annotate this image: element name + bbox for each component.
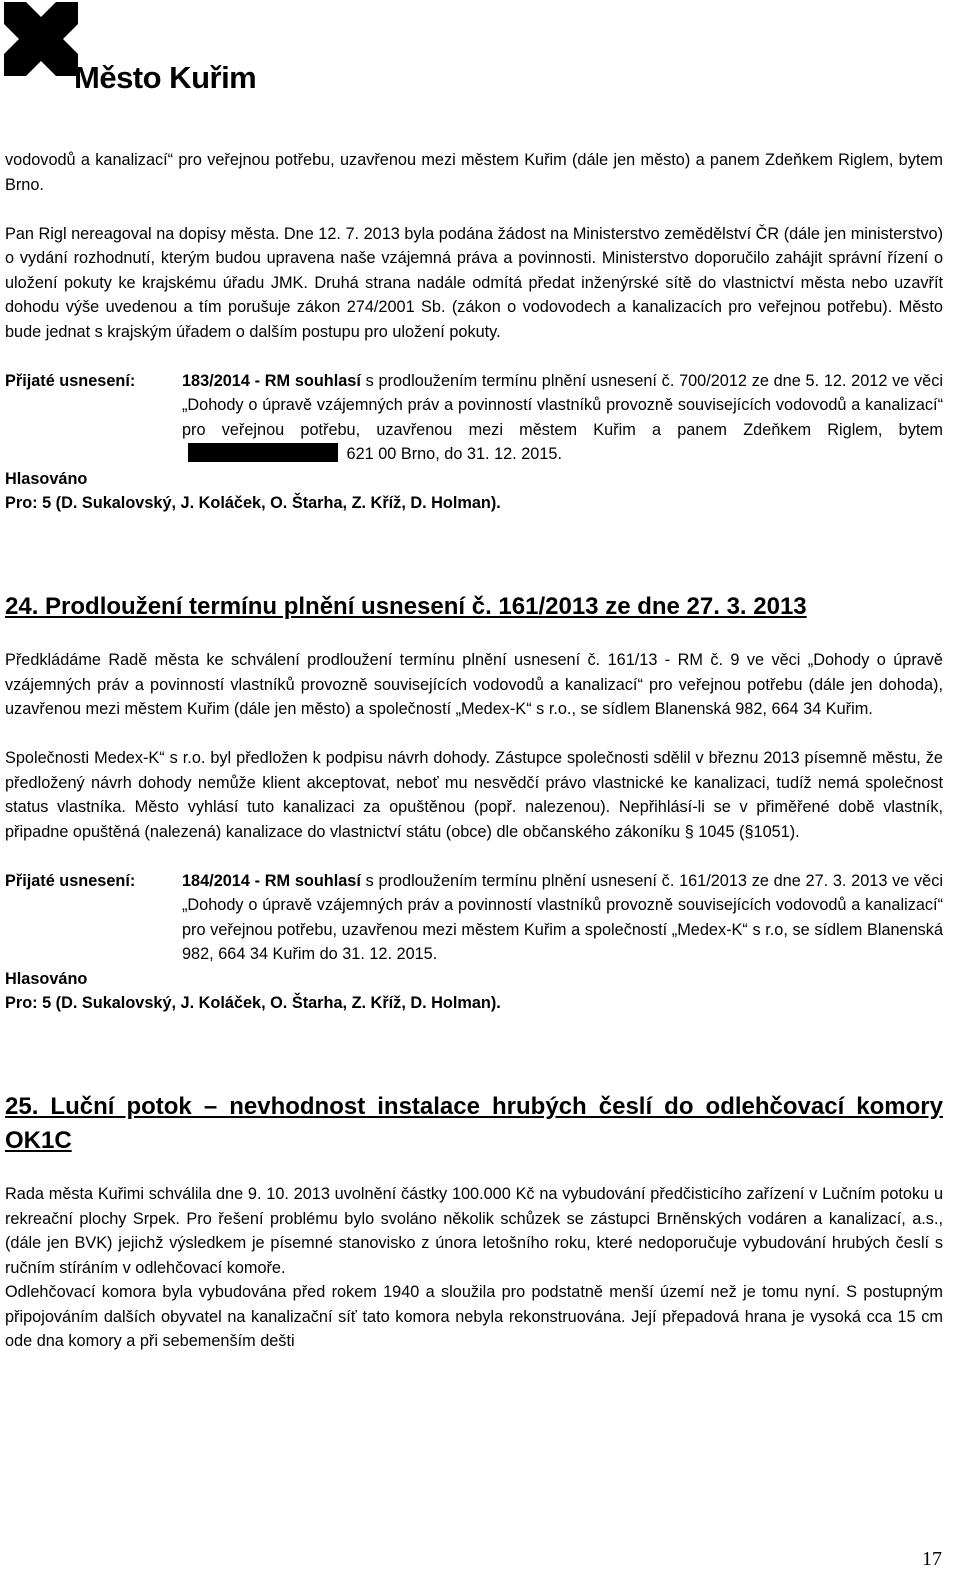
paragraph-odlehcovaci-komora: Odlehčovací komora byla vybudována před rokem 1940 a sloužila pro podstatně menší území než je tomu nyní. S postupným připojováním dalších obyvatel na kanalizační síť tato komora nebyla rekonstruována. Její přepadová hrana je vysoká cca 15 cm ode dna komory a při sebemenším dešti — [5, 1283, 943, 1350]
vote-label: Hlasováno — [5, 469, 88, 488]
logo-text: Město Kuřim — [74, 60, 257, 95]
resolution-number: 184/2014 - RM souhlasí — [182, 871, 361, 890]
paragraph-medex-status: Společnosti Medex-K“ s r.o. byl předložen k podpisu návrh dohody. Zástupce společnosti sdělil v březnu 2013 písemně městu, že předložený návrh dohody nemůže klient akceptovat, neboť mu nesvědčí právo vlastnické ke kanalizaci, tudíž nemá společnost status vlastníka. Město vyhlásí tuto kanalizaci za opuštěnou (popř. nalezenou). Nepřihlásí-li se v přiměřené době vlastník, připadne opuštěná (nalezená) kanalizace do vlastnictví státu (obce) dle občanského zákoníku § 1045 (§1051). — [5, 749, 943, 841]
vote-result: Pro: 5 (D. Sukalovský, J. Koláček, O. Štarha, Z. Kříž, D. Holman). — [5, 994, 501, 1012]
section-heading-25: 25. Luční potok – nevhodnost instalace hrubých česlí do odlehčovací komory OK1C — [5, 1092, 943, 1154]
resolution-number: 183/2014 - RM souhlasí — [182, 371, 361, 390]
resolution-184 — [5, 869, 943, 967]
paragraph-rigl-status: Pan Rigl nereagoval na dopisy města. Dne 12. 7. 2013 byla podána žádost na Ministerstvo zemědělství ČR (dále jen ministerstvo) o vydání rozhodnutí, kterým budou upravena naše vzájemná práva a povinnosti. Ministerstvo doporučilo zahájit správní řízení o uložení pokuty ke krajskému úřadu JMK. Druhá strana nadále odmítá předat inženýrské sítě do vlastnictví města nebo uzavřít dohodu výše uvedenou a tím porušuje zákon 274/2001 Sb. (zákon o vodovodech a kanalizacích pro veřejnou potřebu). Město bude jednat s krajským úřadem o dalším postupu pro uložení pokuty. — [5, 224, 943, 341]
vote-label: Hlasováno — [5, 969, 88, 988]
resolution-text: 184/2014 - RM souhlasí s prodloužením termínu plnění usnesení č. 161/2013 ze dne 27. 3. 2013 ve věci „Dohody o úpravě vzájemných práv a povinností vlastníků provozně souvisejících vodovodů a kanalizací“ pro veřejnou potřebu, uzavřenou mezi městem Kuřim a společností „Medex-K“ s r.o, se sídlem Blanenská 982, 664 34 Kuřim do 31. 12. 2015. — [182, 871, 943, 963]
resolution-label: Přijaté usnesení: — [5, 371, 136, 390]
paragraph-medex-intro: Předkládáme Radě města ke schválení prodloužení termínu plnění usnesení č. 161/13 - RM č. 9 ve věci „Dohody o úpravě vzájemných práv a povinností vlastníků provozně souvisejících vodovodů a kanalizací“ pro veřejnou potřebu (dále jen dohoda), uzavřenou mezi městem Kuřim (dále jen město) a společností „Medex-K“ s r.o., se sídlem Blanenská 982, 664 34 Kuřim. — [5, 651, 943, 718]
resolution-183 — [5, 369, 943, 467]
section-heading-24: 24. Prodloužení termínu plnění usnesení č. 161/2013 ze dne 27. 3. 2013 — [5, 592, 807, 620]
paragraph-continuation: vodovodů a kanalizací“ pro veřejnou potřebu, uzavřenou mezi městem Kuřim (dále jen město) a panem Zdeňkem Riglem, bytem Brno. — [5, 151, 943, 194]
city-logo — [4, 2, 257, 95]
vote-result: Pro: 5 (D. Sukalovský, J. Koláček, O. Štarha, Z. Kříž, D. Holman). — [5, 494, 501, 512]
logo-mark-icon — [4, 2, 78, 76]
document-body — [5, 148, 943, 1354]
redacted-address — [188, 443, 338, 462]
paragraph-lucni-potok: Rada města Kuřimi schválila dne 9. 10. 2013 uvolnění částky 100.000 Kč na vybudování předčisticího zařízení v Lučním potoku u rekreační plochy Srpek. Pro řešení problému bylo svoláno několik schůzek se zástupci Brněnských vodáren a kanalizací, a.s., (dále jen BVK) jejichž výsledkem je písemné stanovisko z února letošního roku, které nedoporučuje vybudování hrubých česlí s ručním stíráním v odlehčovací komoře. — [5, 1185, 943, 1277]
resolution-text: 183/2014 - RM souhlasí s prodloužením termínu plnění usnesení č. 700/2012 ze dne 5. 12. 2012 ve věci „Dohody o úpravě vzájemných práv a povinností vlastníků provozně souvisejících vodovodů a kanalizací“ pro veřejnou potřebu, uzavřenou mezi městem Kuřim a panem Zdeňkem Riglem, bytem 621 00 Brno, do 31. 12. 2015. — [182, 371, 943, 463]
resolution-label: Přijaté usnesení: — [5, 871, 136, 890]
page-number: 17 — [922, 1548, 942, 1570]
